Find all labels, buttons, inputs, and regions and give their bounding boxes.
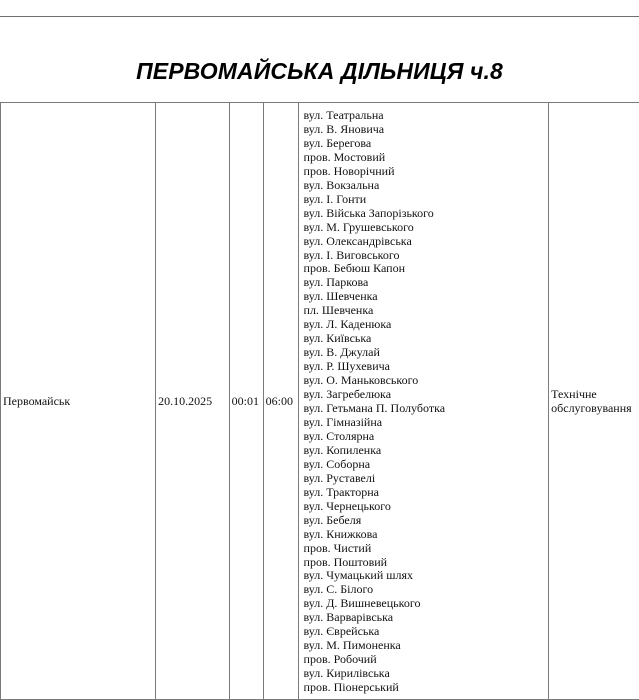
street-item: вул. Книжкова [304, 528, 545, 542]
reason-line-2: обслуговування [551, 401, 637, 415]
street-item: вул. Варварівська [304, 611, 545, 625]
table-row [1, 103, 639, 700]
street-item: вул. Війська Запорізького [304, 207, 545, 221]
street-item: пров. Мостовий [304, 151, 545, 165]
reason-line-1: Технічне [551, 387, 637, 401]
page-title: ПЕРВОМАЙСЬКА ДІЛЬНИЦЯ ч.8 [0, 58, 639, 85]
street-item: пров. Новорічний [304, 165, 545, 179]
street-item: вул. Паркова [304, 276, 545, 290]
street-item: вул. Д. Вишневецького [304, 597, 545, 611]
street-item: пров. Поштовий [304, 556, 545, 570]
street-item: пров. Піонерський [304, 681, 545, 695]
street-item: пл. Шевченка [304, 304, 545, 318]
top-border-line [0, 16, 639, 17]
street-item: вул. О. Маньковського [304, 374, 545, 388]
street-item: вул. Гетьмана П. Полуботка [304, 402, 545, 416]
street-item: пров. Чистий [304, 542, 545, 556]
street-item: пров. Бебюш Капон [304, 262, 545, 276]
schedule-table [0, 102, 639, 700]
street-item: вул. Київська [304, 332, 545, 346]
reason-cell [549, 103, 639, 700]
street-item: вул. Копиленка [304, 444, 545, 458]
street-item: вул. М. Пимоненка [304, 639, 545, 653]
street-item: вул. Л. Каденюка [304, 318, 545, 332]
street-item: вул. Соборна [304, 458, 545, 472]
settlement-cell: Первомайськ [1, 103, 156, 700]
street-item: вул. Загребелюка [304, 388, 545, 402]
time-to-cell: 06:00 [263, 103, 298, 700]
street-item: вул. Тракторна [304, 486, 545, 500]
street-item: вул. Шевченка [304, 290, 545, 304]
time-from-cell: 00:01 [229, 103, 263, 700]
street-item: вул. Кирилівська [304, 667, 545, 681]
street-item: вул. Бебеля [304, 514, 545, 528]
street-item: пров. Робочий [304, 653, 545, 667]
street-item: вул. І. Виговського [304, 249, 545, 263]
street-item: вул. Вокзальна [304, 179, 545, 193]
street-item: вул. В. Яновича [304, 123, 545, 137]
street-item: вул. Р. Шухевича [304, 360, 545, 374]
street-item: вул. Чумацький шлях [304, 569, 545, 583]
street-item: вул. Берегова [304, 137, 545, 151]
street-item: вул. Руставелі [304, 472, 545, 486]
street-item: вул. С. Білого [304, 583, 545, 597]
street-item: вул. М. Грушевського [304, 221, 545, 235]
date-cell: 20.10.2025 [156, 103, 230, 700]
street-item: вул. Театральна [304, 109, 545, 123]
street-item: вул. Олександрівська [304, 235, 545, 249]
street-item: вул. Єврейська [304, 625, 545, 639]
street-item: вул. Чернецького [304, 500, 545, 514]
street-item: вул. І. Гонти [304, 193, 545, 207]
street-item: вул. Гімназійна [304, 416, 545, 430]
streets-cell [298, 103, 549, 700]
street-item: вул. Столярна [304, 430, 545, 444]
street-item: вул. В. Джулай [304, 346, 545, 360]
